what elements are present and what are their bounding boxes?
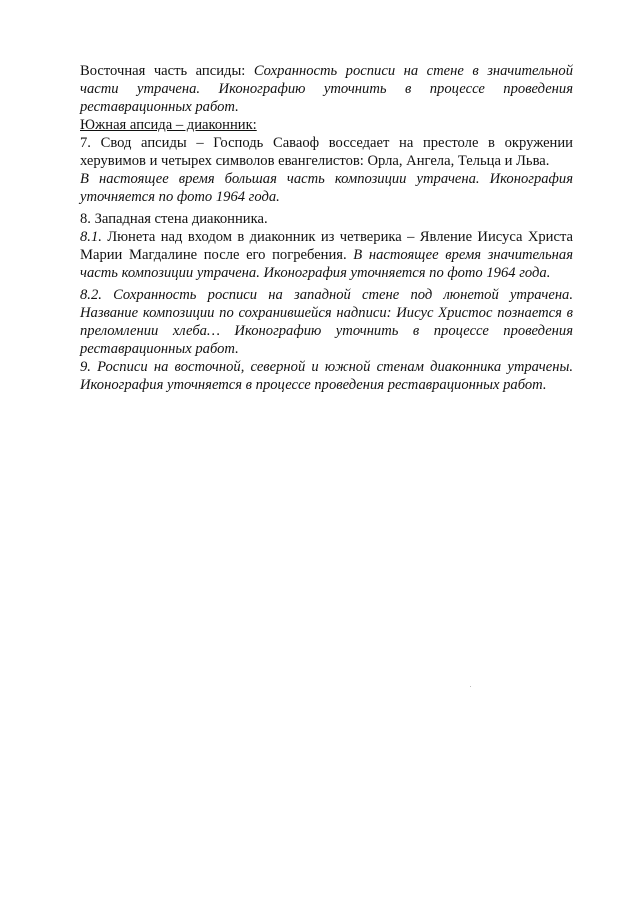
item-8-1-number: 8.1.: [80, 229, 102, 245]
paragraph-item-8-2: 8.2. Сохранность росписи на западной стене под люнетой утрачена. Название композиции по сохранившейся надписи: Иисус Христос познается в преломлении хлеба… Иконографию уточнить в процессе проведения реставрационных работ.: [80, 287, 573, 357]
item-8-1-text: Люнета над входом в диаконник из четверика – Явление Иисуса Христа Марии Магдалине после его погребения.: [80, 229, 573, 263]
east-apse-note: Сохранность росписи на стене в значительной части утрачена. Иконографию уточнить в процессе проведения реставрационных работ.: [80, 63, 573, 115]
paragraph-east-apse: [80, 62, 573, 116]
paragraph-item-7: [80, 134, 573, 206]
item-7-text: 7. Свод апсиды – Господь Саваоф восседает на престоле в окружении херувимов и четырех символов евангелистов: Орла, Ангела, Тельца и Льва.: [80, 135, 573, 169]
item-8-1-note: В настоящее время значительная часть композиции утрачена. Иконография уточняется по фото 1964 года.: [80, 247, 573, 281]
paragraph-item-8-1: [80, 228, 573, 282]
paragraph-item-8: 8. Западная стена диаконника.: [80, 211, 268, 227]
east-apse-label: Восточная часть апсиды:: [80, 63, 254, 79]
section-heading-south-apse: Южная апсида – диаконник:: [80, 117, 257, 133]
item-7-note: В настоящее время большая часть композиции утрачена. Иконография уточняется по фото 1964 года.: [80, 171, 573, 205]
paragraph-item-9: 9. Росписи на восточной, северной и южной стенам диаконника утрачены. Иконография уточняется в процессе проведения реставрационных работ.: [80, 359, 573, 393]
document-page: [80, 62, 573, 394]
scan-speck: [470, 686, 471, 687]
